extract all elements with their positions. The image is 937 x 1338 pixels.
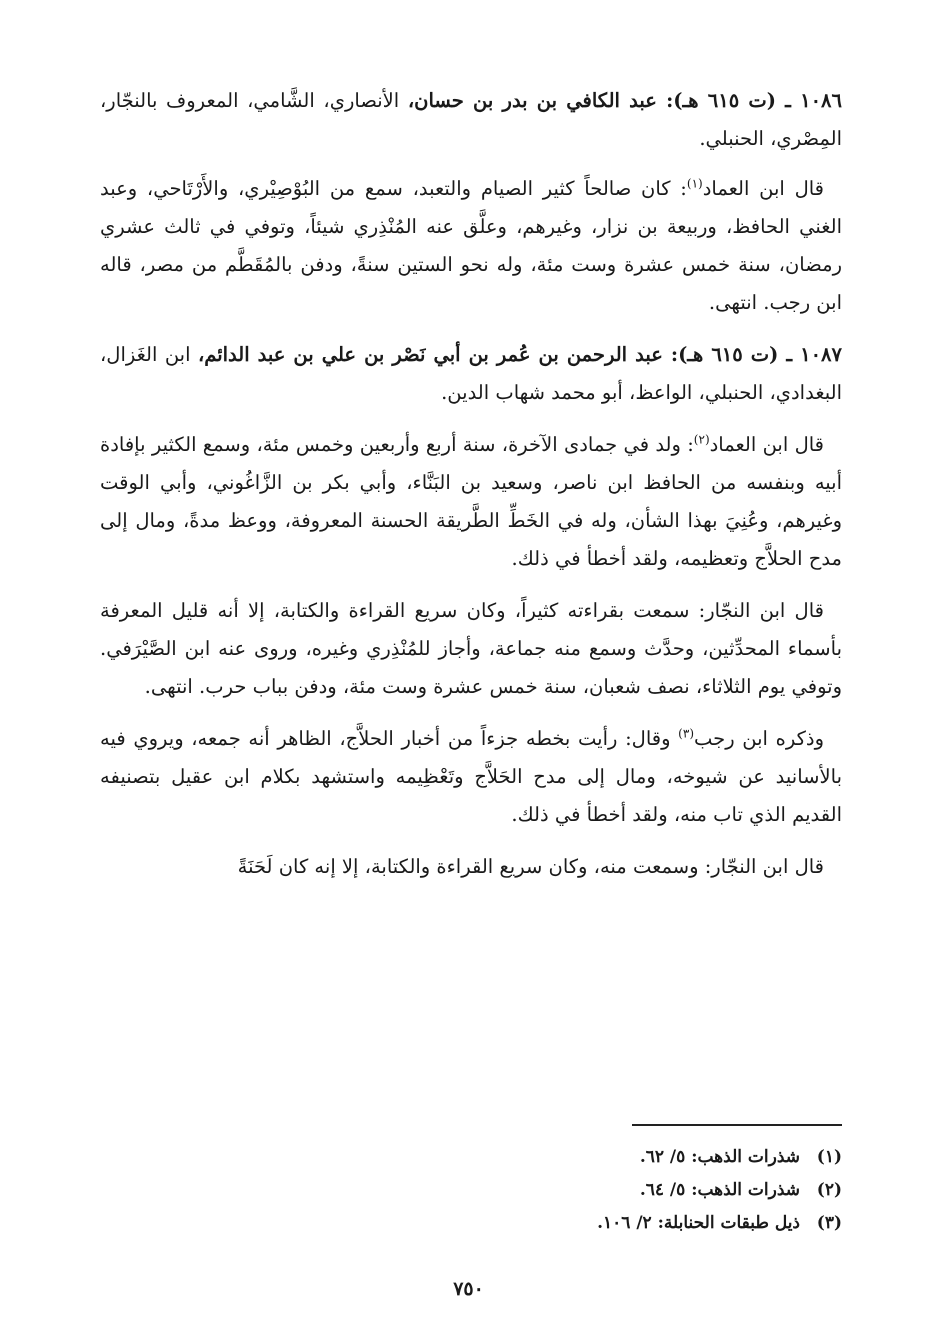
paragraph-ibn-rajab (100, 720, 842, 834)
paragraph-ibn-al-imad-2 (100, 426, 842, 578)
paragraph-text: قال ابن النجّار: سمعت بقراءته كثيراً، وكان سريع القراءة والكتابة، إلا أنه قليل المعرفة بأسماء المحدِّثين، وحدَّث وسمع منه جماعة، وأجاز للمُنْذِري وغيره، وروى عنه ابن الصَّيْرَفي. وتوفي يوم الثلاثاء، نصف شعبان، سنة خمس عشرة وست مئة، ودفن بباب حرب. انتهى. (100, 599, 842, 698)
paragraph-ibn-al-najjar-2 (100, 848, 842, 886)
entry-header: ١٠٨٧ ـ (ت ٦١٥ هـ): عبد الرحمن بن عُمر بن أبي نَصْر بن علي بن عبد الدائم، (197, 343, 842, 366)
entry-header: ١٠٨٦ ـ (ت ٦١٥ هـ): عبد الكافي بن بدر بن حسان، (407, 89, 843, 112)
footnote-number: (٣) (816, 1213, 842, 1233)
paragraph-text: قال ابن العماد (709, 433, 825, 456)
paragraph-text: وقال: رأيت بخطه جزءاً من أخبار الحلاَّج، الظاهر أنه جمعه، ويروي فيه بالأسانيد عن شيوخه، ومال إلى مدح الحَلاَّج وتَعْظِيمه واستشهد بكلام ابن عقيل بتصنيفه القديم الذي تاب منه، ولقد أخطأ في ذلك. (100, 727, 842, 826)
paragraph-text: قال ابن النجّار: وسمعت منه، وكان سريع القراءة والكتابة، إلا إنه كان لَحَنَةً (237, 855, 824, 878)
paragraph-text: : ولد في جمادى الآخرة، سنة أربع وأربعين وخمس مئة، وسمع الكثير بإفادة أبيه وبنفسه من الحافظ ابن ناصر، وسعيد بن البَنَّاء، وأبي بكر بن الزَّاغُوني، وأبي الوقت وغيرهم، وعُنِيَ بهذا الشأن، وله في الخَطِّ الطَّريقة الحسنة المعروفة، ووعظ مدةً، ومال إلى مدح الحلاَّج وتعظيمه، ولقد أخطأ في ذلك. (100, 433, 842, 570)
footnote-1 (442, 1141, 842, 1174)
entry-text: الأنصاري، الشَّامي، المعروف بالنجّار، المِصْري، الحنبلي. (100, 89, 842, 150)
paragraph-text: وذكره ابن رجب (694, 727, 824, 750)
entry-text: ابن الغَزال، البغدادي، الحنبلي، الواعظ، أبو محمد شهاب الدين. (100, 343, 842, 404)
entry-1086 (100, 82, 842, 158)
footnote-ref-2[interactable]: (٢) (693, 432, 710, 447)
footnote-text: شذرات الذهب: ٥/ ٦٢. (639, 1147, 800, 1167)
footnote-number: (١) (816, 1147, 842, 1167)
entry-1087 (100, 336, 842, 412)
footnote-3 (442, 1207, 842, 1240)
paragraph-ibn-al-najjar-1 (100, 592, 842, 706)
paragraph-text: : كان صالحاً كثير الصيام والتعبد، سمع من البُوْصِيْري، والأَرْتَاحي، وعبد الغني الحافظ، وربيعة بن نزار، وغيرهم، وعلَّق عنه المُنْذِري شيئاً، وتوفي في ثالث عشري رمضان، سنة خمس عشرة وست مئة، وله نحو الستين سنةً، ودفن بالمُقَطَّم من مصر، قاله ابن رجب. انتهى. (100, 177, 842, 314)
page-number: ٧٥٠ (453, 1278, 484, 1300)
footnote-ref-1[interactable]: (١) (686, 176, 703, 191)
footnote-number: (٢) (816, 1180, 842, 1200)
footnote-divider (632, 1124, 842, 1126)
paragraph-text: قال ابن العماد (702, 177, 824, 200)
footnote-2 (442, 1174, 842, 1207)
page-body (100, 82, 842, 900)
footnote-text: ذيل طبقات الحنابلة: ٢/ ١٠٦. (597, 1213, 800, 1233)
footnotes (442, 1141, 842, 1240)
paragraph-ibn-al-imad-1 (100, 170, 842, 322)
footnote-text: شذرات الذهب: ٥/ ٦٤. (639, 1180, 800, 1200)
footnote-ref-3[interactable]: (٣) (678, 726, 694, 741)
